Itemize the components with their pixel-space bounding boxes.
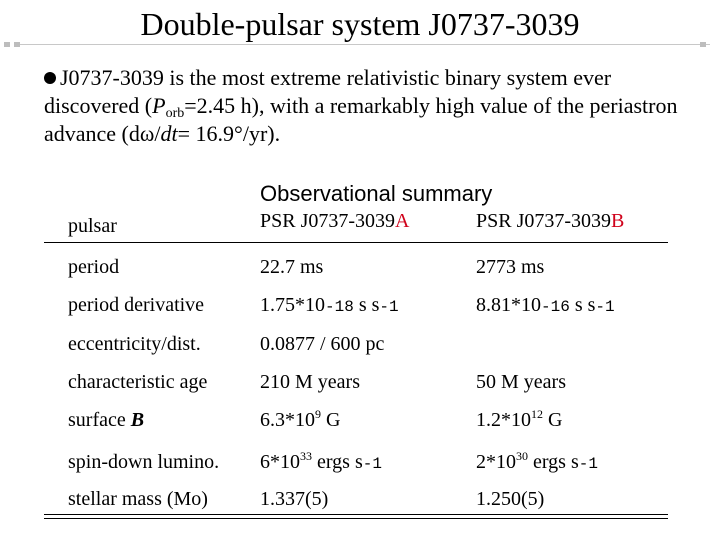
value-exponent: -16 [541, 298, 570, 316]
header-psr-a [260, 208, 409, 234]
value-unit: s s [353, 294, 380, 316]
value-base: 2*10 [476, 451, 516, 473]
title-rule [0, 42, 720, 48]
unit-exponent: -1 [379, 298, 399, 316]
row-label: spin-down lumino. [68, 451, 220, 473]
porb-subscript: orb [165, 106, 185, 121]
row-label [68, 407, 144, 433]
row-label: eccentricity/dist. [68, 333, 201, 355]
value-a [260, 292, 399, 320]
title-rule-line [20, 44, 710, 45]
value-unit: s s [569, 294, 596, 316]
porb-symbol: P [152, 93, 166, 118]
rule-mark [14, 42, 20, 47]
bullet-icon [44, 72, 56, 84]
value-unit: ergs s [528, 451, 579, 473]
dt-symbol: dt [160, 121, 178, 146]
value-b [476, 407, 562, 433]
header-psr-b [476, 208, 624, 234]
value-exponent: -18 [325, 298, 354, 316]
value-b: 50 M years [476, 371, 566, 393]
value-b [476, 449, 598, 477]
value-b: 2773 ms [476, 256, 545, 278]
omega-symbol: ω [139, 121, 155, 146]
table-bottom-rule [44, 518, 668, 519]
unit-exponent: -1 [578, 455, 598, 473]
value-a: 0.0877 / 600 pc [260, 333, 385, 355]
table-caption: Observational summary [260, 181, 493, 206]
intro-text: J0737-3039 is the most extreme relativistic binary system ever discovered ( [44, 65, 612, 118]
row-label: characteristic age [68, 371, 208, 393]
header-psr-b-suffix: B [611, 210, 625, 232]
value-a [260, 449, 382, 477]
row-label: period derivative [68, 294, 205, 316]
row-label: period [68, 256, 120, 278]
header-psr-b-prefix: PSR J0737-3039 [476, 210, 612, 232]
table-top-rule [44, 242, 668, 243]
value-base: 8.81*10 [476, 294, 541, 316]
value-exponent: 12 [531, 407, 543, 421]
value-exponent: 30 [516, 449, 528, 463]
value-b: 1.250(5) [476, 488, 545, 510]
unit-exponent: -1 [595, 298, 615, 316]
header-psr-a-suffix: A [395, 210, 410, 232]
value-unit: ergs s [312, 451, 363, 473]
value-a: 210 M years [260, 371, 360, 393]
intro-paragraph [44, 64, 704, 148]
value-a [260, 407, 340, 433]
table-bottom-rule [44, 514, 668, 515]
value-base: 1.75*10 [260, 294, 325, 316]
intro-text: = 16.9°/yr). [177, 121, 281, 146]
header-psr-a-prefix: PSR J0737-3039 [260, 210, 396, 232]
intro-text: =2.45 h), with a remarkably high value of the periastron advance (d [44, 93, 678, 146]
value-exponent: 9 [315, 407, 321, 421]
rule-mark [700, 42, 706, 47]
value-exponent: 33 [300, 449, 312, 463]
intro-text: / [154, 121, 161, 146]
value-base: 6*10 [260, 451, 300, 473]
value-base: 1.2*10 [476, 409, 531, 431]
value-a: 22.7 ms [260, 256, 324, 278]
row-label-symbol: B [130, 409, 145, 431]
value-base: 6.3*10 [260, 409, 315, 431]
value-unit: G [321, 409, 341, 431]
row-label-prefix: surface [68, 409, 131, 431]
value-a: 1.337(5) [260, 488, 329, 510]
page-title: Double-pulsar system J0737-3039 [140, 6, 580, 42]
header-pulsar: pulsar [68, 215, 117, 237]
value-b [476, 292, 615, 320]
unit-exponent: -1 [362, 455, 382, 473]
rule-mark [4, 42, 10, 47]
value-unit: G [543, 409, 563, 431]
row-label: stellar mass (Mo) [68, 488, 208, 510]
